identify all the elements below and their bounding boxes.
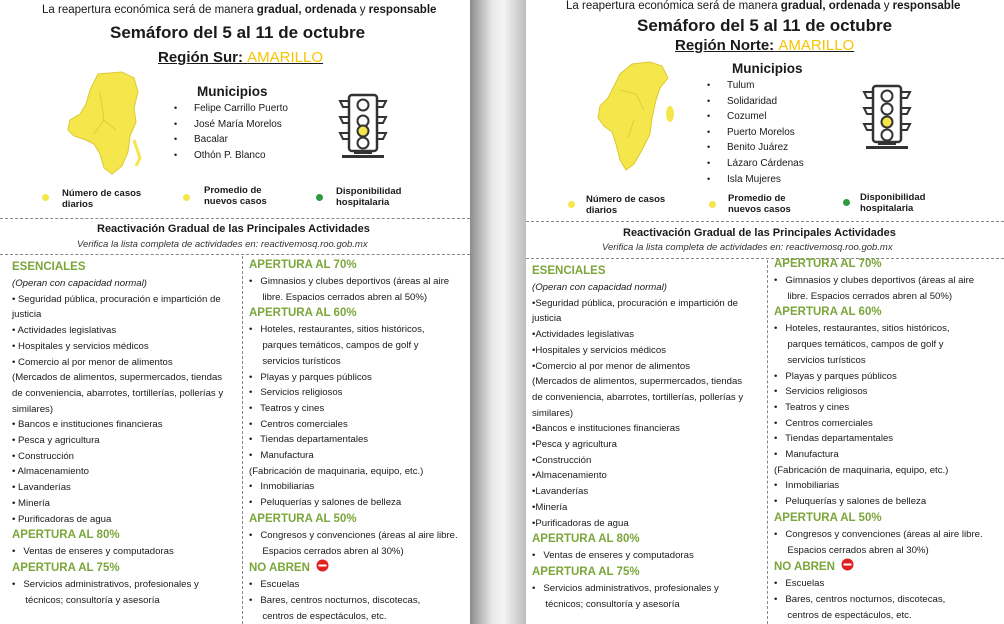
activity-item: • Inmobiliarias xyxy=(249,481,315,493)
page-left xyxy=(0,0,470,624)
activity-item: • Gimnasios y clubes deportivos (áreas al aire xyxy=(774,275,975,286)
activity-item: •Minería xyxy=(532,501,568,513)
activity-item: técnicos; consultoría y asesoría xyxy=(532,598,680,610)
section-divider xyxy=(0,218,470,219)
municipio-item: • Lázaro Cárdenas xyxy=(727,156,804,172)
activity-item: parques temáticos, campos de golf y xyxy=(774,339,944,351)
activity-item: • Actividades legislativas xyxy=(12,325,117,337)
activity-item: Espacios cerrados abren al 30%) xyxy=(249,545,404,557)
activity-item: servicios turísticos xyxy=(249,355,341,367)
no-entry-icon xyxy=(316,559,329,572)
daily-cases-dot xyxy=(568,201,575,208)
intro-bold-1: gradual, xyxy=(780,0,826,12)
activity-item: • Centros comerciales xyxy=(774,417,873,429)
intro-y: y xyxy=(359,4,366,16)
activity-item: •Construcción xyxy=(532,454,592,466)
activity-item: similares) xyxy=(12,403,54,415)
section-heading: APERTURA AL 70% xyxy=(774,258,882,270)
page-title: Semáforo del 5 al 11 de octubre xyxy=(637,16,893,35)
municipios-list xyxy=(727,78,804,187)
region-title xyxy=(158,49,323,66)
indicator-hospital: Disponibilidad hospitalaria xyxy=(860,192,926,214)
intro-text: La reapertura económica será de manera xyxy=(42,4,254,16)
activity-item: •Pesca y agricultura xyxy=(532,439,617,451)
activity-item: •Bancos e instituciones financieras xyxy=(532,423,680,435)
activity-item: • Servicios religiosos xyxy=(249,387,343,399)
page-gutter xyxy=(470,0,526,624)
activity-item: • Pesca y agricultura xyxy=(12,435,100,447)
municipio-item: • Tulum xyxy=(727,78,804,94)
municipios-list xyxy=(194,101,288,163)
activity-item: • Congresos y convenciones (áreas al aire libre. xyxy=(249,529,458,541)
activity-item: •Almacenamiento xyxy=(532,470,607,482)
page-title: Semáforo del 5 al 11 de octubre xyxy=(110,23,366,42)
municipio-item: • Othón P. Blanco xyxy=(194,148,288,164)
activity-item: •Comercio al por menor de alimentos xyxy=(532,360,690,372)
activity-item: • Manufactura xyxy=(249,450,314,462)
activity-item: • Lavanderías xyxy=(12,482,71,494)
reactivation-title: Reactivación Gradual de las Principales Actividades xyxy=(623,227,896,239)
region-title xyxy=(675,37,854,54)
section-heading: APERTURA AL 50% xyxy=(774,511,882,524)
avg-cases-dot xyxy=(183,194,190,201)
activity-item: (Fabricación de maquinaria, equipo, etc.) xyxy=(774,464,949,476)
reactivation-title: Reactivación Gradual de las Principales Actividades xyxy=(97,223,370,235)
activity-item: • Congresos y convenciones (áreas al aire libre. xyxy=(774,528,983,540)
activity-item: centros de espectáculos, etc. xyxy=(249,610,387,622)
verify-link[interactable]: Verifica la lista completa de actividades en: reactivemosq.roo.gob.mx xyxy=(77,239,368,250)
activities-column-1 xyxy=(532,263,743,612)
section-heading: APERTURA AL 75% xyxy=(12,561,120,574)
section-heading: APERTURA AL 50% xyxy=(249,512,357,525)
intro-bold-2: ordenada xyxy=(828,0,881,12)
municipios-title: Municipios xyxy=(732,61,803,76)
municipio-item: • Puerto Morelos xyxy=(727,125,804,141)
activity-item: • Servicios religiosos xyxy=(774,386,868,398)
activity-item: •Hospitales y servicios médicos xyxy=(532,344,666,356)
activity-item: • Tiendas departamentales xyxy=(249,434,369,446)
activity-item: • Bares, centros nocturnos, discotecas, xyxy=(249,594,421,606)
activity-item: •Actividades legislativas xyxy=(532,329,635,341)
indicator-daily-cases: Número de casos diarios xyxy=(586,194,666,216)
avg-cases-dot xyxy=(709,201,716,208)
region-color: AMARILLO xyxy=(778,37,855,54)
activity-item: • Minería xyxy=(12,497,51,509)
section-heading: ESENCIALES xyxy=(12,261,86,273)
municipio-item: • José María Morelos xyxy=(194,117,288,133)
activity-item: • Ventas de enseres y computadoras xyxy=(12,546,174,558)
indicator-avg-cases: Promedio de nuevos casos xyxy=(204,185,267,207)
traffic-light-icon xyxy=(338,93,390,163)
activity-item: • Construcción xyxy=(12,450,75,462)
region-color: AMARILLO xyxy=(247,49,324,66)
activity-item: • Escuelas xyxy=(774,578,825,590)
activity-item: • Hospitales y servicios médicos xyxy=(12,340,149,352)
activity-item: • Playas y parques públicos xyxy=(774,370,897,382)
section-heading: APERTURA AL 60% xyxy=(249,307,357,320)
section-note: (Operan con capacidad normal) xyxy=(12,278,147,289)
municipio-item: • Solidaridad xyxy=(727,94,804,110)
activity-item: justicia xyxy=(12,309,42,321)
activities-column-2 xyxy=(249,257,458,624)
activity-item: parques temáticos, campos de golf y xyxy=(249,340,419,352)
activity-item: servicios turísticos xyxy=(774,354,866,366)
activity-item: libre. Espacios cerrados abren al 50%) xyxy=(249,291,428,303)
section-divider xyxy=(0,254,470,255)
activity-item: • Bares, centros nocturnos, discotecas, xyxy=(774,593,946,605)
column-divider xyxy=(242,256,243,624)
intro-bold-3: responsable xyxy=(368,4,437,16)
section-note: (Operan con capacidad normal) xyxy=(532,282,667,293)
indicator-avg-cases: Promedio de nuevos casos xyxy=(728,193,791,215)
activity-item: Espacios cerrados abren al 30%) xyxy=(774,544,929,556)
activity-item: • Hoteles, restaurantes, sitios históricos, xyxy=(774,323,950,335)
activity-item: libre. Espacios cerrados abren al 50%) xyxy=(774,290,953,302)
activity-item: • Teatros y cines xyxy=(249,402,325,414)
column-divider xyxy=(767,260,768,624)
region-label: Región Sur: xyxy=(158,49,243,66)
activity-item: • Almacenamiento xyxy=(12,466,89,478)
activity-item: • Servicios administrativos, profesionales y xyxy=(12,578,199,590)
activity-item: similares) xyxy=(532,407,574,419)
intro-bold-2: ordenada xyxy=(304,4,357,16)
intro-line xyxy=(42,4,436,16)
intro-bold-3: responsable xyxy=(892,0,961,12)
activity-item: • Servicios administrativos, profesionales y xyxy=(532,582,719,594)
activity-item: • Ventas de enseres y computadoras xyxy=(532,550,694,562)
indicator-daily-cases: Número de casos diarios xyxy=(62,188,142,210)
intro-y: y xyxy=(883,0,890,12)
section-heading: APERTURA AL 75% xyxy=(532,565,640,578)
no-abren-heading xyxy=(774,558,983,576)
municipio-item: • Cozumel xyxy=(727,109,804,125)
activity-item: • Comercio al por menor de alimentos xyxy=(12,356,173,368)
activity-item: • Inmobiliarias xyxy=(774,480,840,492)
activity-item: • Tiendas departamentales xyxy=(774,433,894,445)
municipio-item: • Bacalar xyxy=(194,132,288,148)
activity-item: • Teatros y cines xyxy=(774,401,850,413)
activity-item: •Seguridad pública, procuración e impartición de xyxy=(532,297,739,309)
activity-item: • Hoteles, restaurantes, sitios históricos, xyxy=(249,324,425,336)
section-heading: APERTURA AL 60% xyxy=(774,306,882,319)
activity-item: (Fabricación de maquinaria, equipo, etc.) xyxy=(249,465,424,477)
region-label: Región Norte: xyxy=(675,37,775,54)
activity-item: • Gimnasios y clubes deportivos (áreas al aire xyxy=(249,276,450,287)
indicator-hospital: Disponibilidad hospitalaria xyxy=(336,186,402,208)
activity-item: • Manufactura xyxy=(774,449,839,461)
activity-item: • Centros comerciales xyxy=(249,418,348,430)
intro-bold-1: gradual, xyxy=(256,4,302,16)
activity-item: • Peluquerías y salones de belleza xyxy=(774,496,927,508)
region-sur-map-icon xyxy=(64,70,159,180)
traffic-light-icon xyxy=(862,84,914,156)
activity-item: •Purificadoras de agua xyxy=(532,517,629,529)
hospital-dot xyxy=(316,194,323,201)
activities-column-2 xyxy=(774,256,983,623)
no-entry-icon xyxy=(841,558,854,571)
municipios-title: Municipios xyxy=(197,84,268,99)
activity-item: • Playas y parques públicos xyxy=(249,371,372,383)
activity-item: • Purificadoras de agua xyxy=(12,513,112,525)
intro-line xyxy=(566,0,960,12)
section-divider xyxy=(526,221,1004,222)
region-norte-map-icon xyxy=(590,60,680,176)
activity-item: • Seguridad pública, procuración e impartición de xyxy=(12,293,221,305)
activities-column-1 xyxy=(12,259,223,608)
page-right xyxy=(526,0,1004,624)
hospital-dot xyxy=(843,199,850,206)
activity-item: centros de espectáculos, etc. xyxy=(774,609,912,621)
no-abren-heading xyxy=(249,559,458,577)
section-heading: APERTURA AL 80% xyxy=(12,529,120,542)
daily-cases-dot xyxy=(42,194,49,201)
activity-item: de conveniencia, abarrotes, tortillerías, pollerías y xyxy=(532,391,744,403)
activity-item: (Mercados de alimentos, supermercados, tiendas xyxy=(532,376,743,388)
section-heading: APERTURA AL 80% xyxy=(532,533,640,546)
intro-text: La reapertura económica será de manera xyxy=(566,0,778,12)
activity-item: •Lavanderías xyxy=(532,486,589,498)
activity-item: técnicos; consultoría y asesoría xyxy=(12,594,160,606)
section-heading: NO ABREN xyxy=(249,562,310,575)
activity-item: • Bancos e instituciones financieras xyxy=(12,419,163,431)
activity-item: de conveniencia, abarrotes, tortillerías, pollerías y xyxy=(12,387,224,399)
municipio-item: • Isla Mujeres xyxy=(727,172,804,188)
section-heading: APERTURA AL 70% xyxy=(249,259,357,271)
activity-item: • Peluquerías y salones de belleza xyxy=(249,497,402,509)
activity-item: • Escuelas xyxy=(249,579,300,591)
activity-item: justicia xyxy=(532,313,562,325)
municipio-item: • Felipe Carrillo Puerto xyxy=(194,101,288,117)
municipio-item: • Benito Juárez xyxy=(727,140,804,156)
section-heading: ESENCIALES xyxy=(532,265,606,277)
activity-item: (Mercados de alimentos, supermercados, tiendas xyxy=(12,372,223,384)
section-heading: NO ABREN xyxy=(774,561,835,574)
verify-link[interactable]: Verifica la lista completa de actividades en: reactivemosq.roo.gob.mx xyxy=(602,242,893,253)
